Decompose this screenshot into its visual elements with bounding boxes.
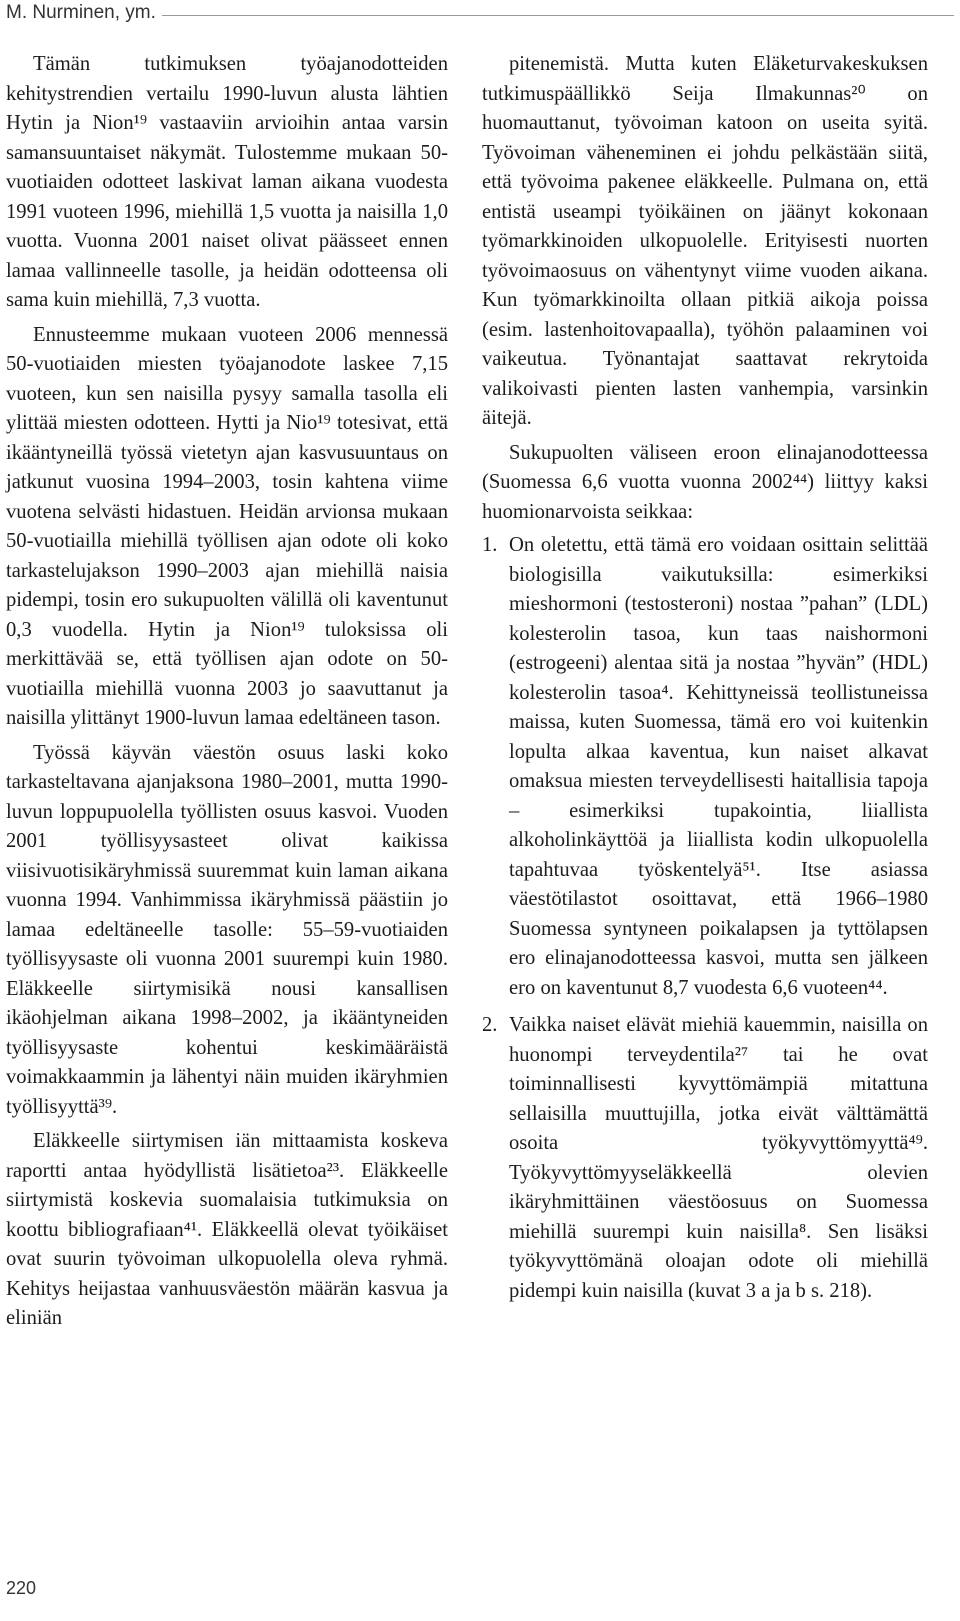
body-paragraph: Työssä käyvän väestön osuus laski koko tarkasteltavana ajanjaksona 1980–2001, mutta 1990-luvun loppupuolella työllisten osuus kasvoi. Vuoden 2001 työllisyysasteet olivat kaikissa viisivuotisikäryhmissä suuremmat kuin laman aikana vuonna 1994. Vanhimmissa ikäryhmissä päästiin jo lamaa edeltäneelle tasolle: 55–59-vuotiaiden työllisyysaste oli vuonna 2001 suurempi kuin 1980. Eläkkeelle siirtymisikä nousi kansallisen ikäohjelman aikana 1998–2002, ja ikääntyneiden työllisyysaste kohentui keskimääräistä voimakkaammin ja lähentyi näin muiden ikäryhmien työllisyyttä³⁹. bbox=[6, 741, 448, 1118]
list-item-text: On oletettu, että tämä ero voidaan osittain selittää biologisilla vaikutuksilla: esimerkiksi mieshormoni (testosteroni) nostaa ”pahan” (LDL) kolesterolin tasoa, kun taas naishormoni (estrogeeni) alentaa sitä ja nostaa ”hyvän” (HDL) kolesterolin tasoa⁴. Kehittyneissä teollistuneissa maissa, kuten Suomessa, tämä ero voi kuitenkin lopulta alkaa kaventua, kun naiset alkavat omaksua miesten terveydellisesti haitallisia tapoja – esimerkiksi tupakointia, liiallista alkoholinkäyttöä ja liiallista kodin ulkopuolella tapahtuvaa työskentelyä⁵¹. Itse asiassa väestötilastot osoittavat, että 1966–1980 Suomessa syntyneen poikalapsen ja tyttölapsen ero elinajanodotteessa kasvoi, mutta sen jälkeen ero on kaventunut 8,7 vuodesta 6,6 vuoteen⁴⁴. bbox=[509, 534, 928, 999]
running-header bbox=[0, 2, 960, 26]
numbered-list bbox=[482, 531, 928, 1306]
body-paragraph: Eläkkeelle siirtymisen iän mittaamista koskeva raportti antaa hyödyllistä lisätietoa²³. Eläkkeelle siirtymistä koskevia suomalaisia tutkimuksia on koottu bibliografiaan⁴¹. Eläkkeellä olevat työikäiset ovat suurin työvoiman ulkopuolella oleva ryhmä. Kehitys heijastaa vanhuusväestön määrän kasvua ja eliniän bbox=[6, 1130, 448, 1329]
body-paragraph: pitenemistä. Mutta kuten Eläketurvakeskuksen tutkimuspäällikkö Seija Ilmakunnas²⁰ on huomauttanut, työvoiman katoon on useita syitä. Työvoiman väheneminen ei johdu pelkästään siitä, että työvoima pakenee eläkkeelle. Pulmana on, että entistä useampi työikäinen on jäänyt kokonaan työmarkkinoiden ulkopuolelle. Erityisesti nuorten työvoimaosuus on vähentynyt viime vuoden aikana. Kun työmarkkinoilta ollaan pitkiä aikoja poissa (esim. lastenhoitovapaalla), työhön palaaminen voi vaikeutua. Työnantajat saattavat rekrytoida valikoivasti pienten lasten vanhempia, varsinkin äitejä. bbox=[482, 53, 928, 429]
list-item-text: Vaikka naiset elävät miehiä kauemmin, naisilla on huonompi terveydentila²⁷ tai he ovat toiminnallisesti kyvyttömämpiä mitattuna sellaisilla muuttujilla, jotka eivät välttämättä osoita työkyvyttömyyttä⁴⁹. Työkyvyttömyyseläkkeellä olevien ikäryhmittäinen väestöosuus on Suomessa miehillä suurempi kuin naisilla⁸. Sen lisäksi työkyvyttömänä oloajan odote oli miehillä pidempi kuin naisilla (kuvat 3 a ja b s. 218). bbox=[509, 1014, 928, 1302]
page-number: 220 bbox=[6, 1578, 37, 1598]
list-item-number: 1. bbox=[482, 534, 498, 556]
list-item bbox=[482, 1011, 928, 1306]
body-paragraph: Sukupuolten väliseen eroon elinajanodotteessa (Suomessa 6,6 vuotta vuonna 2002⁴⁴) liittyy kaksi huomionarvoista seikkaa: bbox=[482, 441, 928, 523]
header-rule bbox=[162, 15, 954, 16]
list-item-number: 2. bbox=[482, 1014, 498, 1036]
right-column bbox=[482, 50, 928, 1306]
running-header-author: M. Nurminen, ym. bbox=[6, 2, 156, 23]
list-item bbox=[482, 531, 928, 1003]
body-paragraph: Tämän tutkimuksen työajanodotteiden kehitystrendien vertailu 1990-luvun alusta lähtien Hytin ja Nion¹⁹ vastaaviin arvioihin antaa varsin samansuuntaiset näkymät. Tulostemme mukaan 50-vuotiaiden odotteet laskivat laman aikana vuodesta 1991 vuoteen 1996, miehillä 1,5 vuotta ja naisilla 1,0 vuotta. Vuonna 2001 naiset olivat päässeet ennen lamaa vallinneelle tasolle, ja heidän odotteensa oli sama kuin miehillä, 7,3 vuotta. bbox=[6, 53, 448, 311]
body-paragraph: Ennusteemme mukaan vuoteen 2006 mennessä 50-vuotiaiden miesten työajanodote laskee 7,15 vuoteen, kun sen naisilla pysyy samalla tasolla eli ylittää miesten odotteen. Hytti ja Nio¹⁹ totesivat, että ikääntyneillä työssä vietetyn ajan kasvusuuntaus on jatkunut vuosina 1994–2003, tosin kahtena viime vuotena selvästi hidastuen. Heidän arvionsa mukaan 50-vuotiailla miehillä työllisen ajan odote oli koko tarkastelujakson 1990–2003 ajan miehillä naisia pidempi, tosin ero sukupuolten välillä oli kaventunut 0,3 vuodella. Hytin ja Nion¹⁹ tuloksissa oli merkittävää se, että työllisen ajan odote on 50-vuotiailla miehillä vuonna 2003 jo saavuttanut ja naisilla ylittänyt 1900-luvun lamaa edeltäneen tason. bbox=[6, 323, 448, 729]
left-column bbox=[6, 50, 448, 1334]
